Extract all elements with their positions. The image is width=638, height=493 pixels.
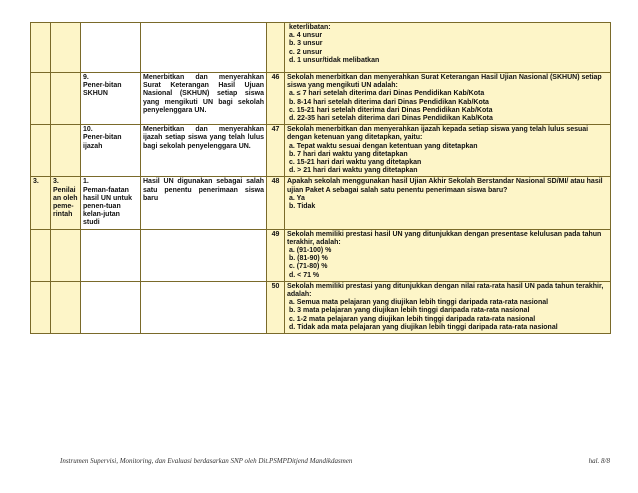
component-cell: [51, 229, 81, 281]
activity-number: 1.: [83, 178, 89, 186]
option-d: d. > 21 hari dari waktu yang ditetapkan: [289, 167, 418, 175]
activity-cell: [81, 177, 141, 229]
section-cell: [31, 125, 51, 177]
option-c: c. 2 unsur: [289, 48, 323, 56]
table-row: [31, 125, 611, 177]
activity-cell: [81, 23, 141, 73]
option-d: d. Tidak ada mata pelajaran yang diujikan lebih tinggi daripada rata-rata nasional: [289, 323, 558, 331]
instrument-table: [30, 22, 611, 334]
section-number: 3.: [31, 177, 51, 229]
question-text: Sekolah memiliki prestasi yang ditunjukkan dengan nilai rata-rata hasil UN pada tahun terakhir, adalah:: [287, 282, 604, 299]
activity-number: 10.: [83, 126, 93, 134]
option-b: b. Tidak: [289, 203, 316, 211]
question-text: Sekolah menerbitkan dan menyerahkan Surat Keterangan Hasil Ujian Nasional (SKHUN) setiap siswa yang mengikuti UN adalah:: [287, 74, 602, 90]
question-number: 50: [267, 281, 285, 333]
question-cell: [285, 281, 611, 333]
option-d: d. 22-35 hari setelah diterima dari Dinas Pendidikan Kab/Kota: [289, 115, 493, 123]
section-cell: [31, 23, 51, 73]
option-a: a. Tepat waktu sesuai dengan ketentuan yang ditetapkan: [289, 142, 478, 150]
component-cell: 3. Penilai an oleh peme-rintah: [51, 177, 81, 229]
option-b: b. 3 mata pelajaran yang diujikan lebih tinggi daripada rata-rata nasional: [289, 307, 530, 315]
option-d: d. < 71 %: [289, 271, 320, 279]
activity-text: Pener-bitan SKHUN: [83, 82, 122, 98]
option-b: b. 8-14 hari setelah diterima dari Dinas Pendidikan Kab/Kota: [289, 98, 489, 106]
footer-title: Instrumen Supervisi, Monitoring, dan Evaluasi berdasarkan SNP oleh Dit.PSMPDitjend Mandikdasmen: [60, 457, 353, 465]
table-row: [31, 281, 611, 333]
option-c: c. 1-2 mata pelajaran yang diujikan lebih tinggi daripada rata-rata nasional: [289, 315, 536, 323]
option-c: c. 15-21 hari setelah diterima dari Dinas Pendidikan Kab/Kota: [289, 106, 493, 114]
section-cell: [31, 229, 51, 281]
question-text: Apakah sekolah menggunakan hasil Ujian Akhir Sekolah Berstandar Nasional SD/MI/ atau hasil ujian Paket A sebagai salah satu penentu penerimaan siswa baru?: [287, 178, 603, 194]
question-text: keterlibatan:: [289, 24, 331, 31]
question-number: [267, 23, 285, 73]
question-cell: [285, 73, 611, 125]
question-number: 48: [267, 177, 285, 229]
question-cell: [285, 177, 611, 229]
question-number: 46: [267, 73, 285, 125]
option-c: c. (71-80) %: [289, 263, 328, 271]
indicator-cell: [141, 229, 267, 281]
activity-cell: [81, 229, 141, 281]
component-cell: [51, 23, 81, 73]
table-row: [31, 73, 611, 125]
option-a: a. ≤ 7 hari setelah diterima dari Dinas Pendidikan Kab/Kota: [289, 90, 485, 98]
option-a: a. (91-100) %: [289, 247, 332, 255]
option-a: a. Semua mata pelajaran yang diujikan lebih tinggi daripada rata-rata nasional: [289, 299, 549, 307]
activity-cell: [81, 125, 141, 177]
option-a: a. Ya: [289, 194, 305, 202]
indicator-cell: Menerbitkan dan menyerahkan ijazah setiap siswa yang telah lulus bagi sekolah penyelenggara UN.: [141, 125, 267, 177]
activity-cell: [81, 73, 141, 125]
activity-cell: [81, 281, 141, 333]
section-cell: [31, 281, 51, 333]
component-cell: [51, 73, 81, 125]
page-number: hal. 8/8: [588, 457, 610, 465]
activity-number: 9.: [83, 74, 89, 81]
indicator-cell: Hasil UN digunakan sebagai salah satu penentu penerimaan siswa baru: [141, 177, 267, 229]
option-a: a. 4 unsur: [289, 32, 323, 40]
component-cell: [51, 281, 81, 333]
indicator-cell: [141, 281, 267, 333]
activity-text: Peman-faatan hasil UN untuk penen-tuan kelan-jutan studi: [83, 186, 133, 227]
option-b: b. (81-90) %: [289, 255, 328, 263]
question-text: Sekolah memiliki prestasi hasil UN yang ditunjukkan dengan presentase kelulusan pada tahun terakhir, adalah:: [287, 230, 602, 246]
table-row: [31, 23, 611, 73]
question-cell: [285, 125, 611, 177]
question-number: 49: [267, 229, 285, 281]
activity-text: Pener-bitan ijazah: [83, 134, 122, 150]
indicator-cell: Menerbitkan dan menyerahkan Surat Keterangan Hasil Ujuan Nasional (SKHUN) setiap siswa yang mengikuti UN bagi sekolah penyelenggara UN.: [141, 73, 267, 125]
section-cell: [31, 73, 51, 125]
component-cell: [51, 125, 81, 177]
option-b: b. 3 unsur: [289, 40, 323, 48]
table-row: [31, 229, 611, 281]
option-b: b. 7 hari dari waktu yang ditetapkan: [289, 150, 408, 158]
question-number: 47: [267, 125, 285, 177]
question-text: Sekolah menerbitkan dan menyerahkan ijazah kepada setiap siswa yang telah lulus sesuai dengan ketenuan yang ditetapkan, yaitu:: [287, 126, 589, 142]
option-d: d. 1 unsur/tidak melibatkan: [289, 56, 380, 64]
option-c: c. 15-21 hari dari waktu yang ditetapkan: [289, 159, 422, 167]
question-cell: [285, 23, 611, 73]
page-footer: [60, 457, 610, 465]
indicator-cell: [141, 23, 267, 73]
question-cell: [285, 229, 611, 281]
table-row: [31, 177, 611, 229]
